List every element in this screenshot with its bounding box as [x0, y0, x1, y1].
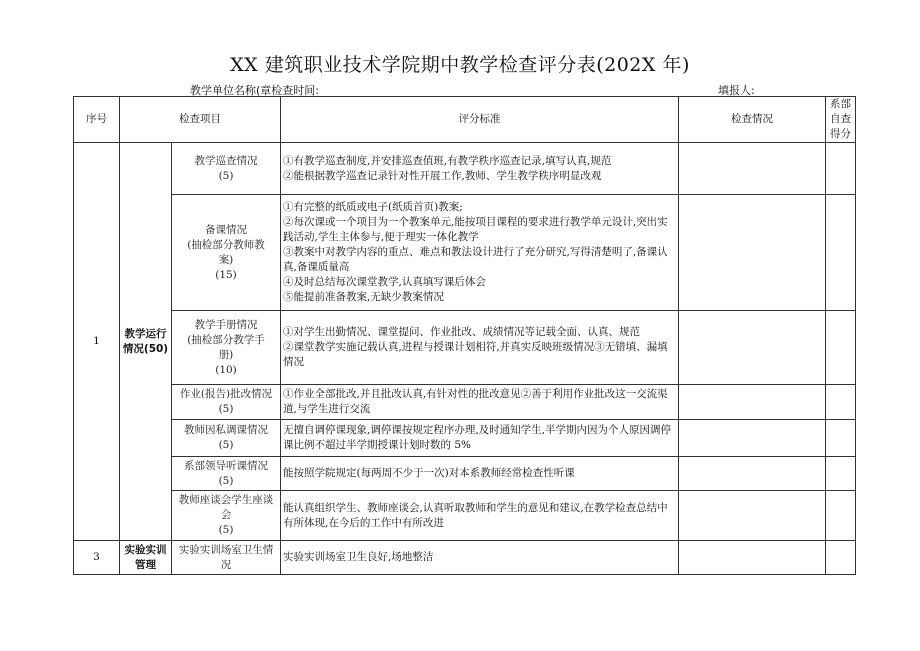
table-row — [74, 420, 856, 457]
status-cell[interactable] — [679, 195, 826, 311]
criteria-cell: 能按照学院规定(每两周不少于一次)对本系教师经常检查性听课 — [281, 457, 679, 491]
criteria-cell: ①作业全部批改,并且批改认真,有针对性的批改意见②善于利用作业批改这一交流渠道,与学生进行交流 — [281, 385, 679, 420]
status-cell[interactable] — [679, 311, 826, 385]
criteria-cell: 实验实训场室卫生良好,场地整洁 — [281, 541, 679, 575]
table-row — [74, 195, 856, 311]
criteria-cell: ①对学生出勤情况、课堂提问、作业批改、成绩情况等记载全面、认真、规范 ②课堂教学实施记载认真,进程与授课计划相符,并真实反映班级情况③无错填、漏填情况 — [281, 311, 679, 385]
group-category: 实验实训管理 — [120, 541, 172, 575]
group-no: 3 — [74, 541, 120, 575]
table-row — [74, 541, 856, 575]
check-item: 系部领导听课情况 (5) — [172, 457, 281, 491]
score-cell[interactable] — [826, 541, 856, 575]
status-cell[interactable] — [679, 491, 826, 541]
status-cell[interactable] — [679, 420, 826, 457]
table-row — [74, 311, 856, 385]
table-row — [74, 385, 856, 420]
score-cell[interactable] — [826, 491, 856, 541]
status-cell[interactable] — [679, 143, 826, 195]
score-cell[interactable] — [826, 457, 856, 491]
status-cell[interactable] — [679, 541, 826, 575]
header-criteria: 评分标准 — [281, 97, 679, 143]
group-no: 1 — [74, 143, 120, 541]
score-cell[interactable] — [826, 385, 856, 420]
status-cell[interactable] — [679, 457, 826, 491]
unit-label: 教学单位名称(章检查时间: — [190, 84, 319, 97]
score-cell[interactable] — [826, 311, 856, 385]
check-item: 实验实训场室卫生情况 — [172, 541, 281, 575]
table-row — [74, 457, 856, 491]
reporter-label: 填报人: — [718, 84, 755, 97]
check-item: 教学手册情况 (抽检部分教学手 册) (10) — [172, 311, 281, 385]
criteria-cell: 能认真组织学生、教师座谈会,认真听取教师和学生的意见和建议,在教学检查总结中有所体现,在今后的工作中有所改进 — [281, 491, 679, 541]
check-item: 教师因私调课情况 (5) — [172, 420, 281, 457]
header-row — [74, 97, 856, 143]
evaluation-table — [73, 96, 856, 575]
header-self-score: 系部自查得分 — [826, 97, 856, 143]
status-cell[interactable] — [679, 385, 826, 420]
group-category: 教学运行情况(50) — [120, 143, 172, 541]
score-cell[interactable] — [826, 420, 856, 457]
score-cell[interactable] — [826, 195, 856, 311]
header-status: 检查情况 — [679, 97, 826, 143]
header-item: 检查项目 — [120, 97, 281, 143]
table-row — [74, 491, 856, 541]
criteria-cell: ①有完整的纸质或电子(纸质首页)教案; ②每次课或一个项目为一个教案单元,能按项目课程的要求进行教学单元设计,突出实践活动,学生主体参与,便于理实一体化教学 ③教案中对教学内容的重点、难点和教法设计进行了充分研究,写得清楚明了,备课认真,备课质量高 ④及时总结每次课堂教学,认真填写课后体会 ⑤能提前准备教案,无缺少教案情况 — [281, 195, 679, 311]
check-item: 教师座谈会学生座谈会 (5) — [172, 491, 281, 541]
check-item: 教学巡查情况 (5) — [172, 143, 281, 195]
score-cell[interactable] — [826, 143, 856, 195]
table-row — [74, 143, 856, 195]
document-title: XX 建筑职业技术学院期中教学检查评分表(202X 年) — [230, 54, 690, 76]
criteria-cell: ①有教学巡查制度,并安排巡查值班,有教学秩序巡查记录,填写认真,规范 ②能根据教学巡查记录针对性开展工作,教师、学生教学秩序明显改观 — [281, 143, 679, 195]
criteria-cell: 无擅自调停课现象,调停课按规定程序办理,及时通知学生,半学期内因为个人原因调停课比例不超过半学期授课计划时数的 5% — [281, 420, 679, 457]
check-item: 备课情况 (抽检部分教师教 案) (15) — [172, 195, 281, 311]
header-no: 序号 — [74, 97, 120, 143]
check-item: 作业(报告)批改情况 (5) — [172, 385, 281, 420]
